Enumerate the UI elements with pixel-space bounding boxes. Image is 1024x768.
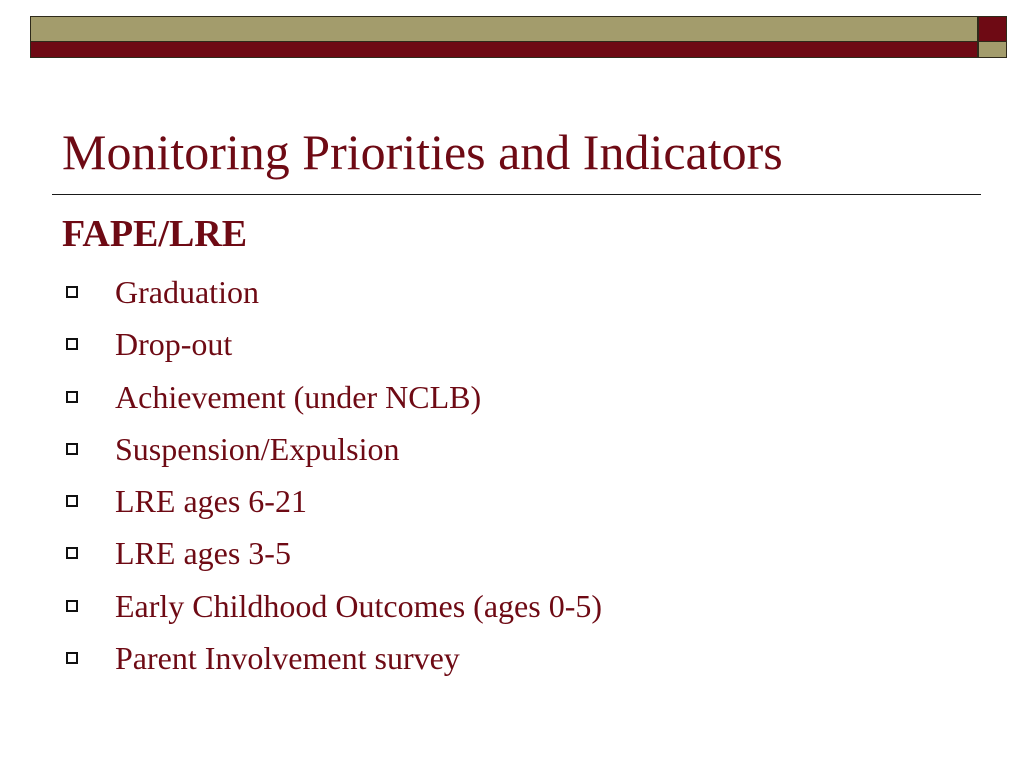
hollow-square-icon	[66, 547, 78, 559]
slide-title: Monitoring Priorities and Indicators	[62, 124, 783, 180]
bullet-text: LRE ages 6-21	[115, 483, 307, 520]
header-olive-square	[978, 42, 1007, 58]
bullet-text: Drop-out	[115, 326, 233, 363]
section-subheading: FAPE/LRE	[62, 213, 248, 255]
bullet-text: Parent Involvement survey	[115, 640, 460, 677]
bullet-text: Suspension/Expulsion	[115, 430, 400, 467]
hollow-square-icon	[66, 495, 78, 507]
hollow-square-icon	[66, 600, 78, 612]
decorative-header-bar	[30, 16, 1007, 58]
title-divider	[52, 194, 981, 195]
hollow-square-icon	[66, 286, 78, 298]
hollow-square-icon	[66, 391, 78, 403]
bullet-text: Achievement (under NCLB)	[115, 378, 482, 415]
hollow-square-icon	[66, 443, 78, 455]
header-maroon-square	[978, 16, 1007, 42]
header-olive-stripe	[30, 16, 978, 42]
hollow-square-icon	[66, 338, 78, 350]
bullet-text: LRE ages 3-5	[115, 535, 291, 572]
bullet-text: Graduation	[115, 274, 259, 310]
header-maroon-stripe	[30, 42, 978, 58]
hollow-square-icon	[66, 652, 78, 664]
bullet-text: Early Childhood Outcomes (ages 0-5)	[115, 587, 602, 624]
